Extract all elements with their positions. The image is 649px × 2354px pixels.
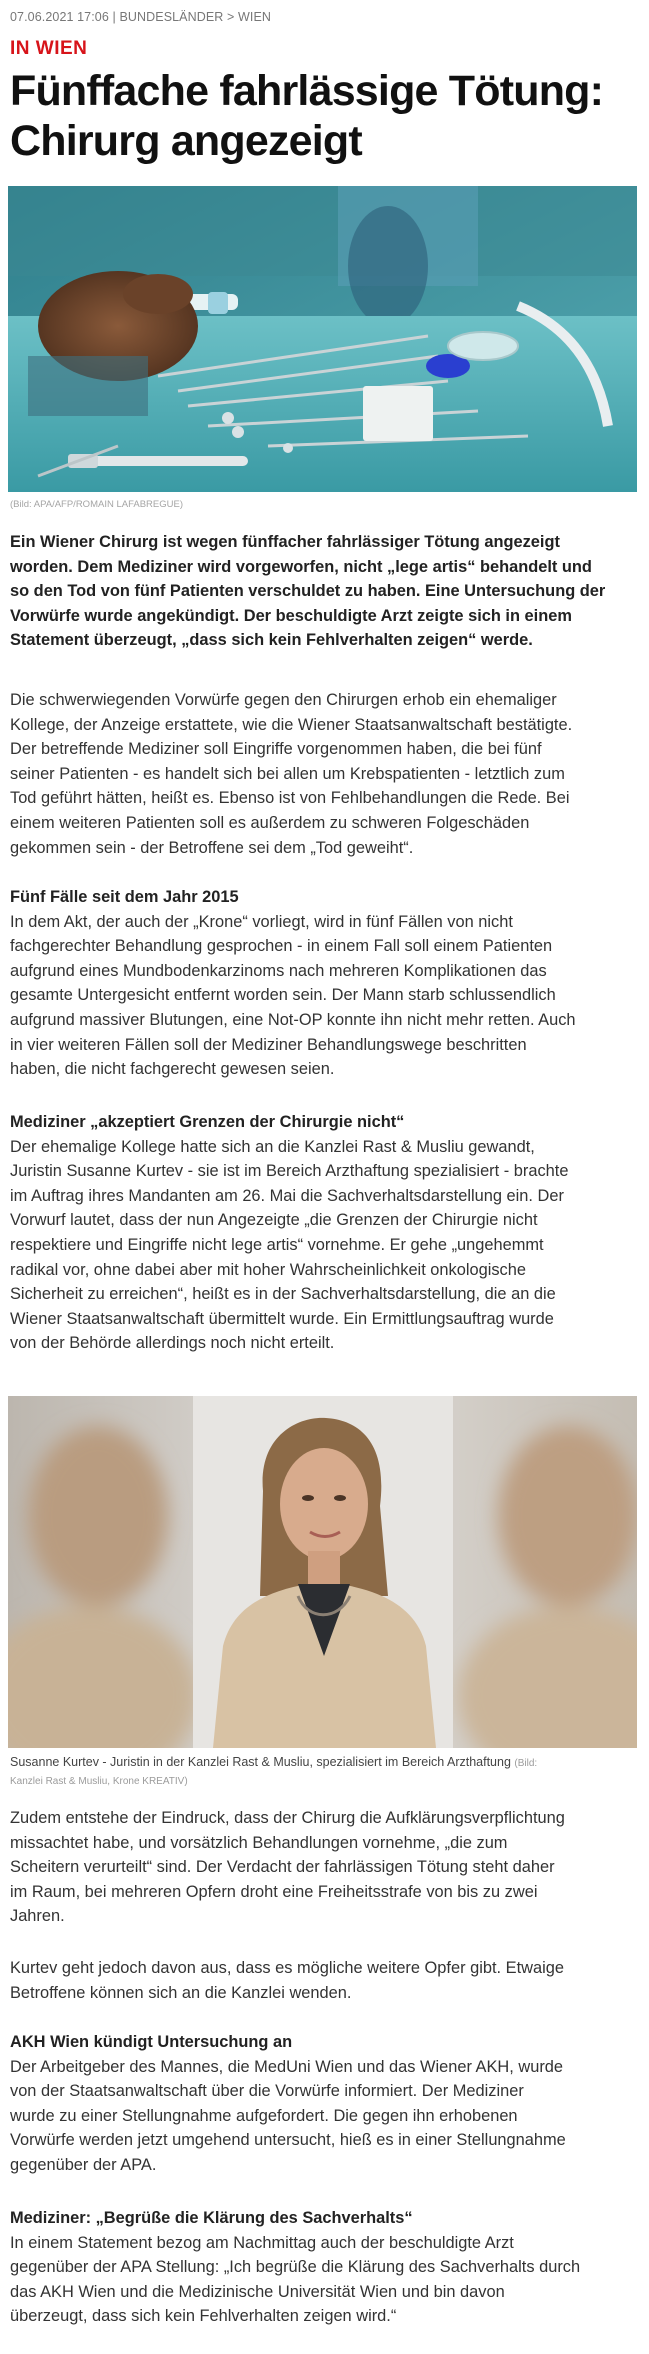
paragraph-line: einem weiteren Patienten soll es außerdem zu schweren Folgeschäden <box>10 813 530 832</box>
section-doctor-statement <box>10 2206 635 2329</box>
hero-image-illustration <box>8 186 637 492</box>
paragraph-line: Kurtev geht jedoch davon aus, dass es mögliche weitere Opfer gibt. Etwaige <box>10 1959 564 1977</box>
hero-image-credit: (Bild: APA/AFP/ROMAIN LAFABREGUE) <box>10 499 183 510</box>
paragraph-line: Betroffene können sich an die Kanzlei wenden. <box>10 1983 352 2002</box>
section-heading: Mediziner: „Begrüße die Klärung des Sachverhalts“ <box>10 2209 413 2227</box>
paragraph-line: Vorwürfe werden jetzt umgehend untersucht, hieß es in einer Stellungnahme <box>10 2131 566 2150</box>
breadcrumb-subsection-link[interactable]: WIEN <box>238 10 272 24</box>
section-heading: Mediziner „akzeptiert Grenzen der Chirurgie nicht“ <box>10 1113 405 1131</box>
paragraph-line: aufgrund massiver Blutungen, eine Not-OP konnte ihn nicht mehr retten. Auch <box>10 1010 576 1029</box>
paragraph-line: haben, die nicht fachgerecht gewesen seien. <box>10 1060 335 1079</box>
meta-separator: | <box>112 10 116 24</box>
paragraph-line: In einem Statement bezog am Nachmittag auch der beschuldigte Arzt <box>10 2233 514 2252</box>
paragraph-line: Der Arbeitgeber des Mannes, die MedUni Wien und das Wiener AKH, wurde <box>10 2057 564 2076</box>
paragraph-line: In dem Akt, der auch der „Krone“ vorliegt, wird in fünf Fällen von nicht <box>10 912 513 931</box>
paragraph-line: gekommen sein - der Betroffene sei dem „Tod geweiht“. <box>10 838 414 857</box>
breadcrumb-arrow: > <box>227 10 235 24</box>
article-headline <box>10 66 630 166</box>
paragraph-line: in vier weiteren Fällen soll der Mediziner Behandlungswege beschritten <box>10 1035 527 1054</box>
portrait-caption-text: Susanne Kurtev - Juristin in der Kanzlei Rast & Musliu, spezialisiert im Bereich Arzthaftung <box>10 1755 511 1769</box>
paragraph-line: Der betreffende Mediziner soll Eingriffe vorgenommen haben, die bei fünf <box>10 740 542 759</box>
paragraph-1 <box>10 688 635 860</box>
paragraph-line: im Auftrag ihres Mandanten am 26. Mai die Sachverhaltsdarstellung ein. Der <box>10 1186 564 1205</box>
article-meta <box>10 10 271 24</box>
paragraph-line: Scheitern verurteilt“ sind. Der Verdacht der fahrlässigen Tötung steht daher <box>10 1858 555 1877</box>
portrait-caption <box>10 1754 635 1790</box>
lead-line: worden. Dem Mediziner wird vorgeworfen, nicht „lege artis“ behandelt und <box>10 557 592 576</box>
paragraph-line: Wiener Staatsanwaltschaft übermittelt wurde. Ein Ermittlungsauftrag wurde <box>10 1309 554 1328</box>
paragraph-line: fachgerechter Behandlung gesprochen - in einem Fall soll einem Patienten <box>10 937 553 956</box>
paragraph-line: Tod geführt hätten, heißt es. Ebenso ist von Fehlbehandlungen die Rede. Bei <box>10 789 570 808</box>
lead-line: Statement überzeugt, „dass sich kein Fehlverhalten zeigen“ werde. <box>10 631 533 650</box>
publish-datetime: 07.06.2021 17:06 <box>10 10 109 24</box>
lead-line: Vorwürfe wurde angekündigt. Der beschuldigte Arzt zeigte sich in einem <box>10 606 572 625</box>
paragraph-line: radikal vor, ohne dabei aber mit hoher Wahrscheinlichkeit onkologische <box>10 1260 526 1279</box>
section-five-cases <box>10 885 635 1082</box>
paragraph-line: Juristin Susanne Kurtev - sie ist im Bereich Arzthaftung spezialisiert - brachte <box>10 1162 569 1181</box>
paragraph-3 <box>10 1956 635 2005</box>
lead-line: Ein Wiener Chirurg ist wegen fünffacher fahrlässiger Tötung angezeigt <box>10 533 560 551</box>
portrait-credit-line-1: (Bild: <box>514 1758 538 1769</box>
paragraph-2 <box>10 1806 635 1929</box>
paragraph-line: wurde zu einer Stellungnahme aufgefordert. Die gegen ihn erhobenen <box>10 2106 518 2125</box>
paragraph-line: missachtet habe, und vorsätzlich Behandlungen vornehme, „die zum <box>10 1833 508 1852</box>
paragraph-line: Vorwurf lautet, dass der nun Angezeigte „die Grenzen der Chirurgie nicht <box>10 1211 538 1230</box>
paragraph-line: Jahren. <box>10 1907 65 1926</box>
paragraph-line: von der Staatsanwaltschaft über die Vorwürfe informiert. Der Mediziner <box>10 2082 524 2101</box>
paragraph-line: Kollege, der Anzeige erstattete, wie die Wiener Staatsanwaltschaft bestätigte. <box>10 715 573 734</box>
paragraph-line: überzeugt, dass sich kein Fehlverhalten zeigen wird.“ <box>10 2307 397 2326</box>
portrait-illustration <box>8 1396 637 1748</box>
portrait-image[interactable] <box>8 1396 637 1748</box>
paragraph-line: respektiere und Eingriffe nicht lege artis“ vornehme. Er gehe „ungehemmt <box>10 1235 544 1254</box>
paragraph-line: das AKH Wien und die Medizinische Universität Wien und bin davon <box>10 2282 505 2301</box>
breadcrumb-section-link[interactable]: BUNDESLÄNDER <box>119 10 224 24</box>
paragraph-line: gegenüber der APA. <box>10 2155 157 2174</box>
headline-line-2: Chirurg angezeigt <box>10 117 362 165</box>
paragraph-line: seiner Patienten - es handelt sich bei allen um Krebspatienten - letztlich zum <box>10 764 565 783</box>
paragraph-line: gegenüber der APA Stellung: „Ich begrüße die Klärung des Sachverhalts durch <box>10 2258 581 2277</box>
paragraph-line: Sicherheit zu erreichen“, heißt es in der Sachverhaltsdarstellung, die an die <box>10 1285 556 1304</box>
section-heading: Fünf Fälle seit dem Jahr 2015 <box>10 888 239 906</box>
paragraph-line: Zudem entstehe der Eindruck, dass der Chirurg die Aufklärungsverpflichtung <box>10 1809 565 1827</box>
paragraph-line: Der ehemalige Kollege hatte sich an die Kanzlei Rast & Musliu gewandt, <box>10 1137 535 1156</box>
article-kicker: IN WIEN <box>10 38 88 59</box>
paragraph-line: im Raum, bei mehreren Opfern droht eine Freiheitsstrafe von bis zu zwei <box>10 1882 538 1901</box>
paragraph-line: gesamte Untergesicht entfernt worden sein. Der Mann starb schlussendlich <box>10 986 556 1005</box>
portrait-credit-line-2: Kanzlei Rast & Musliu, Krone KREATIV) <box>10 1776 188 1787</box>
lead-line: so den Tod von fünf Patienten verschuldet zu haben. Eine Untersuchung der <box>10 582 606 601</box>
hero-image[interactable] <box>8 186 637 492</box>
section-akh-investigation <box>10 2030 635 2178</box>
headline-line-1: Fünffache fahrlässige Tötung: <box>10 67 604 115</box>
paragraph-line: aufgrund eines Mundbodenkarzinoms nach mehreren Komplikationen das <box>10 961 547 980</box>
section-heading: AKH Wien kündigt Untersuchung an <box>10 2033 293 2051</box>
paragraph-line: Die schwerwiegenden Vorwürfe gegen den Chirurgen erhob ein ehemaliger <box>10 691 557 709</box>
article-lead <box>10 530 635 653</box>
paragraph-line: von der Behörde allerdings noch nicht erteilt. <box>10 1334 335 1353</box>
section-limits-of-surgery <box>10 1110 635 1356</box>
